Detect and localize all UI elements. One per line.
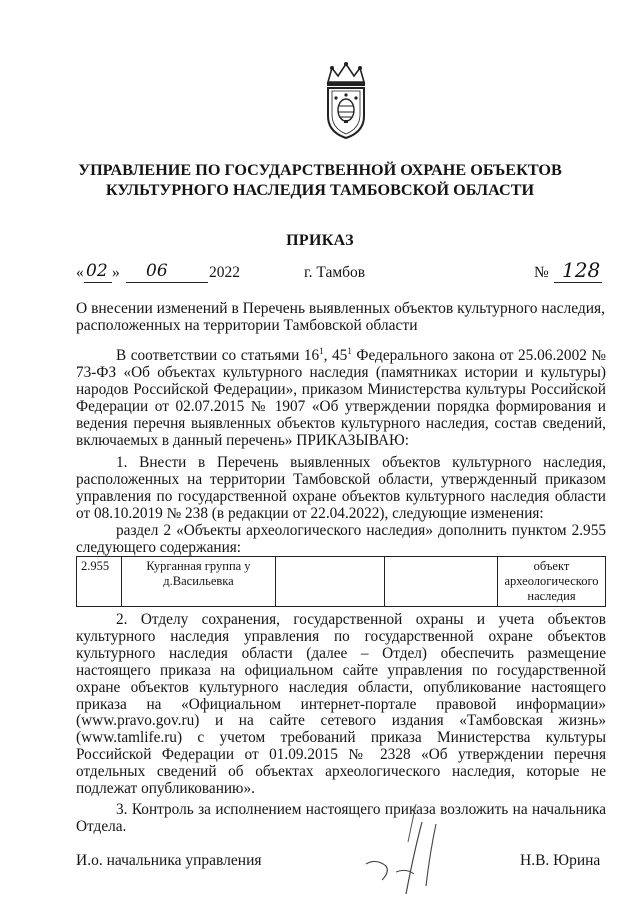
subject-line-2: расположенных на территории Тамбовской области [76,317,418,334]
agency-title-line-1: УПРАВЛЕНИЕ ПО ГОСУДАРСТВЕННОЙ ОХРАНЕ ОБЪЕКТОВ [78,161,562,179]
signatory-name: Н.В. Юрина [520,852,601,869]
item-1-sub-paragraph: раздел 2 «Объекты археологического наследия» дополнить пунктом 2.955 следующего содержания: [76,522,606,556]
date-close-quote: » [112,264,120,281]
date-month: 06 [146,261,168,281]
item-3-paragraph: 3. Контроль за исполнением настоящего приказа возложить на начальника Отдела. [76,801,606,835]
agency-title-line-2: КУЛЬТУРНОГО НАСЛЕДИЯ ТАМБОВСКОЙ ОБЛАСТИ [105,181,535,199]
document-subject [76,300,606,334]
subject-line-1: О внесении изменений в Перечень выявленных объектов культурного наследия, [76,300,606,317]
table-cell-number: 2.955 [77,557,122,607]
date-year: 2022 [209,264,240,281]
item-2-paragraph: 2. Отделу сохранения, государственной охраны и учета объектов культурного наследия управления по государственной охране объектов культурного наследия области (далее – Отдел) обеспечить размещение настоящего приказа на официальном сайте управления по государственной охране объектов культурного наследия области, опубликование настоящего приказа на «Официальном интернет-портале правовой информации» (www.pravo.gov.ru) и на сайте сетевого издания «Тамбовская жизнь» (www.tamlife.ru) с учетом требований приказа Министерства культуры Российской Федерации от 01.09.2015 № 2328 «Об утверждении перечня отдельных сведений об объектах археологического наследия, которые не подлежат опубликованию». [76,611,606,798]
date-open-quote: « [76,264,84,281]
date-number-row [76,258,606,284]
table-row [77,557,606,607]
objects-table [76,556,606,607]
number-label: № [534,264,549,281]
table-cell-empty-2 [385,557,498,607]
item-1-paragraph: 1. Внести в Перечень выявленных объектов культурного наследия, расположенных на территории Тамбовской области, утвержденный приказом управления по государственной охране объектов культурного наследия области от 08.10.2019 № 238 (в редакции от 22.04.2022), следующие изменения: [76,454,606,522]
table-cell-category: объект археологического наследия [498,557,606,607]
signatory-position: И.о. начальника управления [76,852,262,869]
date-day: 02 [86,261,108,281]
handwritten-signature-icon [356,802,476,902]
city: г. Тамбов [304,264,366,281]
table-cell-name: Курганная группа у д.Васильевка [122,557,276,607]
document-number: 128 [562,258,601,282]
document-type: ПРИКАЗ [286,232,354,249]
coat-of-arms-icon [316,60,376,140]
table-cell-empty-1 [276,557,385,607]
preamble-paragraph: В соответствии со статьями $16^1$, $45^1$ Федерального закона от 25.06.2002 № 73-ФЗ «Об объектах культурного наследия (памятниках истории и культуры) народов Российской Федерации», приказом Министерства культуры Российской Федерации от 02.07.2015 № 1907 «Об утверждении порядка формирования и ведения перечня выявленных объектов культурного наследия, состав сведений, включаемых в данный перечень» ПРИКАЗЫВАЮ: [76,345,606,449]
agency-title [60,160,580,200]
